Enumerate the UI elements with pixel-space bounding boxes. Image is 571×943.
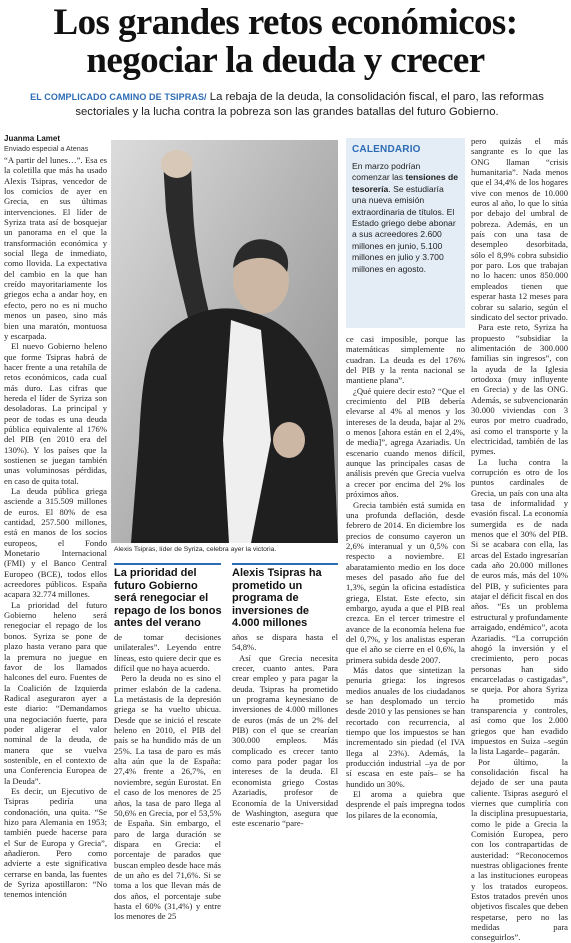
photo-illustration	[111, 140, 338, 543]
byline	[4, 134, 88, 154]
headline-line-1: Los grandes retos económicos:	[53, 2, 518, 43]
paragraph: Es decir, un Ejecutivo de Tsipras pediría una condonación, una quita. “Se hizo para Alemania en 1953; también puede hacerse para el Sur de Europa y Grecia”, añadieron. Pero como advierte a este significativa cerrarse en banda, las fuentes de Syriza apostillaron: “No tenemos intención	[4, 785, 107, 900]
deck-text: La rebaja de la deuda, la consolidación fiscal, el paro, las reformas sectoriales y la lucha contra la pobreza son las grandes batallas del futuro Gobierno.	[75, 91, 544, 118]
calendar-text-bold: tensiones de tesorería	[352, 172, 459, 194]
byline-author: Juanma Lamet	[4, 134, 61, 143]
paragraph: Más datos que sintetizan la penuria griega: los ingresos medios anuales de los ciudadanos se han desplomado un tercio desde 2010 y las pensiones se han recortado con recurrencia, al tiempo que los impuestos se han incrementado sin piedad (el IVA llega al 23%). Además, la producción industrial –ya de por sí escasa en este país– se ha hundido un 30%.	[346, 665, 465, 789]
byline-dateline: Enviado especial a Atenas	[4, 144, 89, 153]
paragraph: La prioridad del futuro Gobierno heleno será renegociar el repago de los bonos. Syriza se pone de plazo hasta verano para que la premura no juegue en favor de los llamados halcones del euro. Fuentes de la Coalición de Izquierda Radical aseguraron ayer a este diario: “Demandamos una negociación fuerte, para poder aligerar el valor nominal de la deuda, de manera que se vuelva sostenible, en el contexto de una Conferencia Europea de la Deuda”.	[4, 599, 107, 786]
article-column-4	[346, 334, 465, 832]
paragraph: La lucha contra la corrupción es otro de los puntos cardinales de Grecia, un país con una alta tasa de informalidad y evasión fiscal. La economía sumergida es de nada menos que el 30% del PIB. Si se acabara con ella, las arcas del Estado ingresarían cada año 20.000 millones de euros más, más del 10% del PIB, y suficientes para atajar el déficit fiscal en dos años. “Es un problema estructural y profundamente arraigado, endémico”, acota Azariadis. “La corrupción ahogó la inversión y el crecimiento, pero pocas personas han sido encarceladas o castigadas”, se queja. Por ahora Syriza ha prometido más transparencia y controles, así como que los 2.000 griegos que han evadido impuestos en Suiza –según la lista Lagarde– pagarán.	[471, 456, 568, 757]
paragraph: Así que Grecia necesita crecer, cuanto antes. Para crear empleo y para pagar la deuda. Tsipras ha prometido un programa keynesiano de inversiones de 4.000 millones de euros (más de un 2% del PIB) con el que se crearían 300.000 empleos. Más complicado es crecer tanto como para poder pagar los intereses de la deuda. El economista griego Costas Azariadis, profesor de Economía de la Universidad de Washington, asegura que este escenario “pare-	[232, 652, 338, 829]
headline	[0, 4, 571, 80]
pull-quote-left: La prioridad del futuro Gobierno será renegociar el repago de los bonos antes del verano	[114, 567, 222, 629]
paragraph: El aroma a quiebra que desprende el país impregna todos los pilares de la economía,	[346, 789, 465, 820]
photo-tsipras	[111, 140, 338, 543]
paragraph: La deuda pública griega asciende a 315.509 millones de euros. El 80% de esa cantidad, 257.500 millones, está en manos de los socios europeos, el Fondo Monetario Internacional (FMI) y el Banco Central Europeo (BCE), todos ellos acreedores públicos. España acapara 32.774 millones.	[4, 486, 107, 600]
calendar-text	[352, 161, 459, 275]
deck	[22, 90, 552, 119]
pull-quote-right: Alexis Tsipras ha prometido un programa de inversiones de 4.000 millones	[232, 567, 322, 629]
paragraph: “A partir del lunes…”. Esa es la coletilla que más ha usado Alexis Tsipras, vencedor de los comicios de ayer en Grecia, en sus últimas intervenciones. El líder de Syriza trata así de bosquejar un panorama en el que la transformación económica y social llega de inmediato, como llovida. La expectativa del cambio en la que han creído mayoritariamente los griegos echa a andar hoy, en efecto, pero no es ni mucho menos un paseo, sino más bien una maratón, montuosa y escarpada.	[4, 155, 107, 341]
pull-quote-right-rule	[232, 563, 338, 565]
calendar-title: CALENDARIO	[352, 144, 421, 155]
paragraph: años se dispara hasta el 54,8%.	[232, 632, 338, 653]
paragraph: Grecia también está sumida en una profunda deflación, desde febrero de 2014. En diciembre los precios de consumo cayeron un 2,6% interanual y un 0,5% con respecto a noviembre. El abaratamiento medio en los doce meses del pasado año fue del 1,3%, según la oficina estadística griega, Elstat. Este efecto, sin embargo, ayuda a que el PIB real crezca. En el tercer trimestre el avance de la economía helena fue del 0,7%, y los analistas esperan que el año se cierre en el 0,6%, la primera subida desde 2007.	[346, 499, 465, 665]
photo-caption: Alexis Tsipras, líder de Syriza, celebra ayer la victoria.	[114, 546, 277, 553]
article-column-5	[471, 136, 568, 943]
deck-kicker: EL COMPLICADO CAMINO DE TSIPRAS/	[30, 92, 207, 102]
article-column-2	[114, 632, 221, 922]
paragraph: pero quizás el más sangrante es lo que las ONG llaman “crisis humanitaria”. Nada menos que el 34,4% de los hogares vive con menos de 10.000 euros al año, lo que lo sitúa por debajo del umbral de pobreza. Además, en un país con una tasa de desempleo desorbitada, sólo el 8,9% cobra subsidio por paro. Los que trabajan no lo hacen: unos 850.000 empleados tienen que esperar hasta 12 meses para cobrar su salario, según el sindicato del sector privado.	[471, 136, 568, 322]
paragraph: El nuevo Gobierno heleno que forme Tsipras habrá de hacer frente a una retahíla de retos económicos, cada cual más duro. Las cifras que hereda el líder de Syriza son desoladoras. La principal y peor de todas es una deuda pública equivalente al 176% del PIB (en 2010 era del 130%). Y los países que la sostienen se juegan también unas voluminosas pérdidas, en caso de quita total.	[4, 341, 107, 486]
article-column-1	[4, 155, 107, 900]
paragraph: Por último, la consolidación fiscal ha dejado de ser una pauta caliente. Tsipras aseguró el viernes que cumpliría con la disciplina presupuestaria, como le pide a Grecia la Comisión Europea, pero con los contrapartidas de austeridad: “Reconocemos nuestras obligaciones frente a las instituciones europeas y los tratados europeos. Estos tratados prevén unos objetivos fiscales que deben respetarse, pero no las medidas para conseguirlos”.	[471, 756, 568, 943]
paragraph: ¿Qué quiere decir esto? “Que el crecimiento del PIB debería elevarse al 4% al menos y los intereses de la deuda, bajar al 2% o menos [ahora están en el 2,4%, de media]”, agrega Azariadis. Un escenario cuando menos difícil, aunque las principales casas de análisis prevén que Grecia vuelva a crecer por encima del 2% los próximos años.	[346, 385, 465, 500]
paragraph: Pero la deuda no es sino el primer eslabón de la cadena. La metástasis de la depresión griega se ha vuelto ubicua. Desde que se inició el rescate heleno en 2010, el PIB del país se ha hundido más de un 25%. La tasa de paro es más alta aún que la de España: 27,4% frente a 26,7%, en noviembre, según Eurostat. En el caso de los menores de 25 años, la tasa de paro llega al 50,6% en Grecia, por el 53,5% de España. Sin embargo, el paro de larga duración se dispara en Grecia: el porcentaje de parados que buscan empleo desde hace más de un año es del 71,6%. Si se toma a los que llevan más de dos años, el porcentaje sube hasta el 60% (31,4%) y entre los menores de 25	[114, 673, 221, 922]
calendar-text-b: . Se estudiaría una nueva emisión extraordinaria de títulos. El Estado griego debe abonar a sus acreedores 2.600 millones en junio, 5.100 millones en julio y 3.700 millones en agosto.	[352, 183, 456, 274]
headline-line-2: negociar la deuda y crecer	[86, 40, 485, 81]
article-column-3	[232, 632, 338, 832]
paragraph: de tomar decisiones unilaterales”. Leyendo entre líneas, esto quiere decir que es difícil que no haya acuerdo.	[114, 632, 221, 674]
pull-quote-left-rule	[114, 563, 221, 565]
calendar-box	[346, 138, 465, 328]
calendar-text-a: En marzo podrían comenzar las	[352, 161, 421, 183]
paragraph: ce casi imposible, porque las matemáticas simplemente no cuadran. La deuda es del 176% del PIB y la renta nacional se mantiene plana”.	[346, 334, 465, 386]
paragraph: Para este reto, Syriza ha propuesto “subsidiar la alimentación de 300.000 familias sin ingresos”, con la ayuda de la Iglesia ortodoxa (muy influyente en Grecia) y de las ONG. Además, se subvencionarán 30.000 viviendas con 3 euros por metro cuadrado, así como el transporte y la electricidad, también de las pymes.	[471, 322, 568, 457]
